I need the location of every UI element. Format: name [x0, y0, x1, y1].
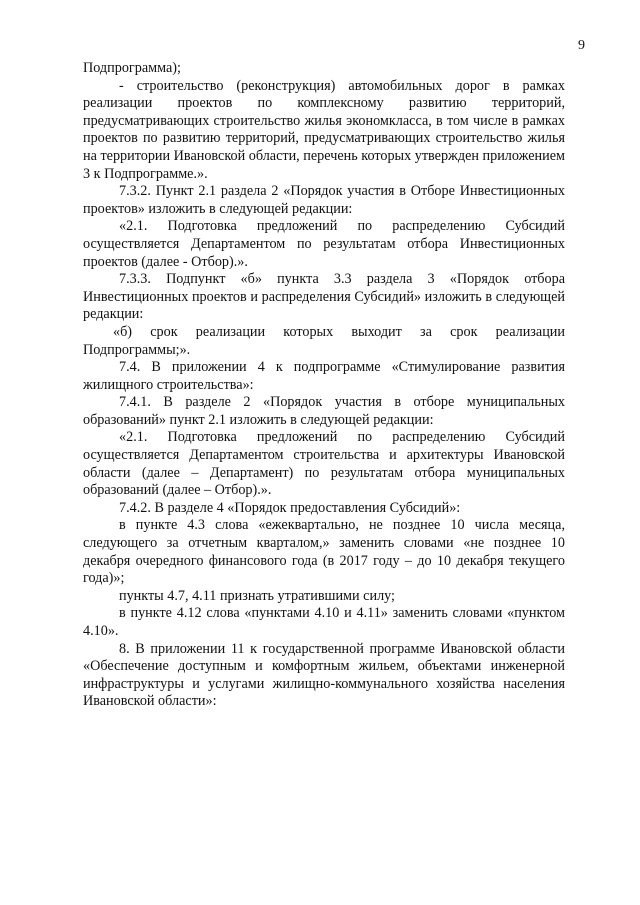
paragraph-6: «б) срок реализации которых выходит за срок реализации Подпрограммы;».	[83, 323, 565, 358]
paragraph-8: 7.4.1. В разделе 2 «Порядок участия в отборе муниципальных образований» пункт 2.1 изложить в следующей редакции:	[83, 394, 565, 428]
paragraph-7: 7.4. В приложении 4 к подпрограмме «Стимулирование развития жилищного строительства»:	[83, 359, 565, 393]
paragraph-1: Подпрограмма);	[83, 60, 181, 76]
paragraph-9: «2.1. Подготовка предложений по распределению Субсидий осуществляется Департаментом строительства и архитектуры Ивановской области (далее – Департамент) по результатам отбора муниципальных образований (далее – Отбор).».	[83, 429, 565, 499]
paragraph-11: в пункте 4.3 слова «ежеквартально, не позднее 10 числа месяца, следующего за отчетным кварталом,» заменить словами «не позднее 10 декабря очередного финансового года (в 2017 году – до 10 декабря текущего года)»;	[83, 517, 565, 587]
paragraph-5: 7.3.3. Подпункт «б» пункта 3.3 раздела 3 «Порядок отбора Инвестиционных проектов и распределения Субсидий» изложить в следующей редакции:	[83, 271, 565, 323]
paragraph-12: пункты 4.7, 4.11 признать утратившими силу;	[119, 587, 395, 604]
document-body	[83, 60, 565, 711]
paragraph-10: 7.4.2. В разделе 4 «Порядок предоставления Субсидий»:	[119, 499, 461, 516]
page-number: 9	[578, 38, 585, 53]
paragraph-13: в пункте 4.12 слова «пунктами 4.10 и 4.11» заменить словами «пунктом 4.10».	[83, 605, 565, 639]
paragraph-4: «2.1. Подготовка предложений по распределению Субсидий осуществляется Департаментом по результатам отбора Инвестиционных проектов (далее - Отбор).».	[83, 218, 565, 270]
paragraph-2: - строительство (реконструкция) автомобильных дорог в рамках реализации проектов по комплексному развитию территорий, предусматривающих строительство жилья экономкласса, в том числе в рамках проектов по развитию территорий, предусматривающих строительство жилья на территории Ивановской области, перечень которых утвержден приложением 3 к Подпрограмме.».	[83, 77, 565, 182]
paragraph-14: 8. В приложении 11 к государственной программе Ивановской области «Обеспечение доступным и комфортным жильем, объектами инженерной инфраструктуры и услугами жилищно-коммунального хозяйства населения Ивановской области»:	[83, 640, 565, 710]
paragraph-3: 7.3.2. Пункт 2.1 раздела 2 «Порядок участия в Отборе Инвестиционных проектов» изложить в следующей редакции:	[83, 183, 565, 217]
